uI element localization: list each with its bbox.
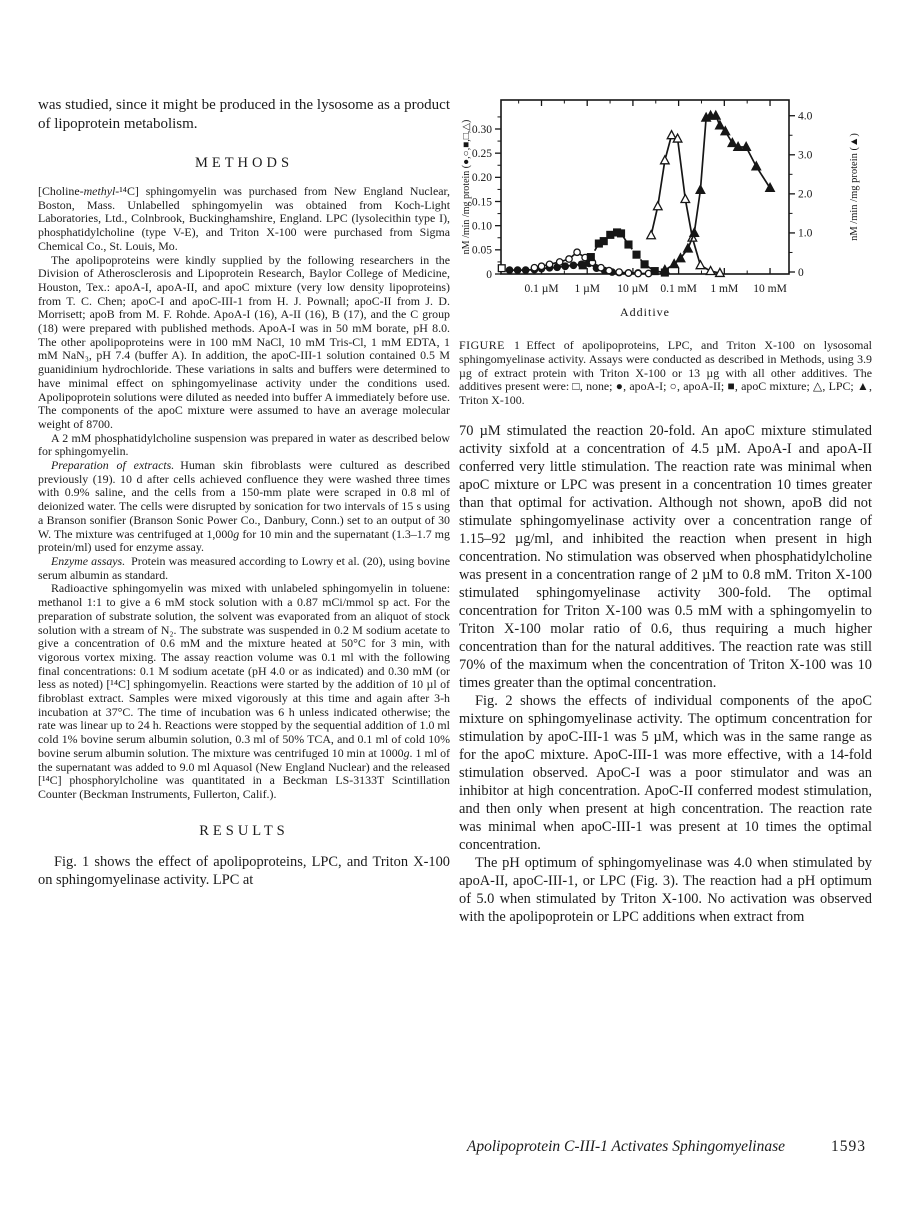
svg-text:nM /min /mg protein (●,○,■,□,: nM /min /mg protein (●,○,■,□,△) xyxy=(461,119,472,255)
paragraph xyxy=(38,185,450,254)
text-run: -¹⁴C] sphingomyelin was purchased from New England Nuclear, Boston, Mass. Unlabelled sphingomyelin was obtained from Koch-Light Laboratories, Ltd., Colnbrook, Buckinghamshire, England. LPC (lysolecithin type I), phosphatidylcholine (type V-E), and Triton X-100 were purchased from Sigma Chemical Co., St. Louis, Mo. xyxy=(38,184,450,253)
results-section xyxy=(38,853,450,889)
svg-text:10 µM: 10 µM xyxy=(617,283,649,295)
text-run: FIGURE 1 xyxy=(459,338,521,352)
figure-1 xyxy=(459,88,872,408)
text-run: Fig. 1 shows the effect of apolipoproteins, LPC, and Triton X-100 on sphingomyelinase activity. LPC at xyxy=(38,853,450,888)
text-run: A 2 mM phosphatidylcholine suspension was prepared in water as described below for sphingomyelin. xyxy=(38,430,450,459)
paragraph xyxy=(459,422,872,692)
text-run: The apolipoproteins were kindly supplied by the following researchers in the Division of Atherosclerosis and Lipoprotein Research, Baylor College of Medicine, Houston, Tex.: apoA-I, apoA-II, and apoC mixture (very low density lipoproteins) from T. C. Chen; apoC-I and apoC-III-1 from H. J. Pownall; apoC-II from J. D. Morrisett; apoB from M. F. Rohde. ApoA-I (16), A-II (16), B (17), and the C group (18) were prepared with published methods. ApoA-I was in 50 mM borate, pH 8.0. The other apolipoproteins were in 100 mM NaCl, 10 mM Tris-Cl, 1 mM EDTA, 1 mM NaN₃, pH 7.4 (buffer A). In addition, the apoC-III-1 solution contained 0.5 M guanidinium hydrochloride. These variations in salts and buffers were determined to have minimal effect on sphingomyelinase activity under the conditions used. Apolipoprotein solutions were diluted as needed into buffer A immediately before use. The components of the apoC mixture were assumed to have an average molecular weight of 8700. xyxy=(38,252,450,431)
text-run: was studied, since it might be produced in the lysosome as a product of lipoprotein metabolism. xyxy=(38,97,450,132)
text-run: [Choline- xyxy=(38,184,84,198)
svg-text:nM /min /mg protein (▲): nM /min /mg protein (▲) xyxy=(849,133,860,241)
methods-heading: METHODS xyxy=(194,155,294,171)
paragraph xyxy=(38,853,450,889)
svg-text:0.30: 0.30 xyxy=(471,123,492,136)
page-footer xyxy=(38,1138,866,1156)
italic-run: methyl xyxy=(83,184,116,198)
svg-text:Additive: Additive xyxy=(620,305,670,319)
results-body xyxy=(459,422,872,926)
svg-text:0.05: 0.05 xyxy=(471,244,492,257)
text-run: 70 µM stimulated the reaction 20-fold. An apoC mixture stimulated activity sixfold at a concentration of 4.5 µM. ApoA-I and apoA-II conferred very little stimulation. The reaction rate was minimal when apoC mixture or LPC was present in a concentration 10 times greater than that optimal for activation. Although not shown, apoB did not stimulate sphingomyelinase activity over a concentration range of 1.15–92 µg/ml, and inhibited the reaction when present in high concentration. No stimulation was observed when phosphatidylcholine was present in a concentration range of 2 µM to 0.8 mM. Triton X-100 stimulated sphingomyelinase activity 300-fold. The optimal concentration for Triton X-100 was 0.5 mM with a sphingomyelin to Triton X-100 molar ratio of 0.6, thus requiring a much higher concentration than for the natural additives. The reaction rate was still 70% of the maximum when the concentration of Triton X-100 was 10 times greater than the optimal concentration. xyxy=(459,422,872,691)
paragraph xyxy=(38,432,450,459)
italic-run: Preparation of extracts. xyxy=(51,458,175,473)
italic-run: g xyxy=(233,526,240,541)
text-run: Effect of apolipoproteins, LPC, and Triton X-100 on lysosomal sphingomyelinase activity. Assays were conducted as described in Methods, using 3.9 µg of extract protein with Triton X-100 or 13 µg with all other additives. The additives present were: □, none; ●, apoA-I; ○, apoA-II; ■, apoC mixture; △, LPC; ▲, Triton X-100. xyxy=(459,338,872,408)
svg-text:0.15: 0.15 xyxy=(471,196,492,209)
results-heading: RESULTS xyxy=(199,822,289,839)
svg-text:0.1 µM: 0.1 µM xyxy=(524,283,559,295)
svg-text:0.25: 0.25 xyxy=(471,147,492,160)
page-number: 1593 xyxy=(831,1138,866,1155)
text-run: Protein was measured according to Lowry et al. (20), using bovine serum albumin as standard. xyxy=(38,553,450,582)
text-run: The pH optimum of sphingomyelinase was 4.0 when stimulated by apoA-II, apoC-III-1, or LPC (Fig. 3). The reaction had a pH optimum of 5.0 when stimulated by Triton X-100. No activation was observed with the apolipoprotein or LPC additions when extract from xyxy=(459,854,872,925)
right-column xyxy=(459,88,872,926)
svg-text:0.20: 0.20 xyxy=(471,172,492,185)
svg-text:0: 0 xyxy=(798,266,804,279)
text-run: Radioactive sphingomyelin was mixed with unlabeled sphingomyelin in toluene: methanol 1:1 to give a 6 mM stock solution with a 0.87 mCi/mmol sp act. For the preparation of substrate solution, the solvent was evaporated from an aliquot of stock solution with a stream of N₂. The substrate was suspended in 0.2 M sodium acetate to give a concentration of 0.6 mM and the mixture heated at 50°C for 3 min, with vigorous vortex mixing. The assay reaction volume was 0.1 ml with the following final concentrations: 0.1 M sodium acetate (pH 4.0 or as indicated) and 0.30 mM (or less as noted) [¹⁴C] sphingomyelin. Reactions were started by the addition of 10 µl of fibroblast extract. Samples were mixed vigorously at this time and again after 3-h incubation at 37°C. The time of incubation was 6 h unless indicated otherwise; the rate was linear up to 24 h. Reactions were stopped by the sequential addition of 1.0 ml cold 1% bovine serum albumin solution, 0.3 ml of 50% TCA, and 0.1 ml of cold 10% bovine serum albumin solution. The mixture was centrifuged 10 min at 1000 xyxy=(38,581,450,760)
methods-section xyxy=(38,185,450,802)
text-run: Human skin fibroblasts were cultured as described previously (19). 10 d after cells achieved confluence they were washed three times with 0.9% saline, and the cells from a 150-mm plate were scraped in 0.8 ml of deionized water. The cells were disrupted by sonication for two intervals of 15 s using a Branson sonifier (Branson Sonic Power Co., Danbury, Conn.) set to an output of 30 W. The mixture was centrifuged at 1,000 xyxy=(38,458,450,541)
svg-text:1 mM: 1 mM xyxy=(710,283,739,295)
paragraph xyxy=(459,692,872,854)
paragraph xyxy=(38,459,450,555)
svg-text:1 µM: 1 µM xyxy=(574,283,600,295)
paragraph xyxy=(38,254,450,432)
series-none xyxy=(498,265,505,272)
figure-1-chart xyxy=(459,88,872,326)
figure-1-caption xyxy=(459,339,872,408)
svg-text:1.0: 1.0 xyxy=(798,227,813,240)
series-lpc xyxy=(647,131,724,277)
left-column xyxy=(38,96,450,889)
svg-text:0.10: 0.10 xyxy=(471,220,492,233)
series-apoc-mixture xyxy=(579,229,668,276)
svg-text:2.0: 2.0 xyxy=(798,188,813,201)
italic-run: g xyxy=(403,745,410,760)
svg-text:0.1 mM: 0.1 mM xyxy=(660,283,697,295)
intro-paragraph xyxy=(38,96,450,134)
text-run: . 1 ml of the supernatant was added to 9.0 ml Aquasol (New England Nuclear) and the released [¹⁴C] phosphorylcholine was quantitated in a Beckman LS-3133T Scintillation Counter (Beckman Instruments, Fullerton, Calif.). xyxy=(38,745,450,801)
text-run: for 10 min and the supernatant (1.3–1.7 mg protein/ml) used for enzyme assay. xyxy=(38,526,450,555)
paragraph xyxy=(38,582,450,801)
paragraph xyxy=(38,555,450,582)
svg-text:4.0: 4.0 xyxy=(798,110,813,123)
text-run: Fig. 2 shows the effects of individual components of the apoC mixture on sphingomyelinase activity. The optimum concentration for stimulation by apoC-III-1 was 5 µM, which was in the same range as for the apoC mixture. ApoC-III-1 was more effective, with a 14-fold stimulation observed. ApoC-I was a poor stimulator and was an inhibitor at high concentration. ApoC-II conferred modest stimulation, and then only when present at high concentration. The reaction rate was minimal when apoC-III-1 was present at 10 times the optimal concentration. xyxy=(459,692,872,853)
svg-text:3.0: 3.0 xyxy=(798,149,813,162)
italic-run: Enzyme assays. xyxy=(51,553,126,568)
running-title: Apolipoprotein C-III-1 Activates Sphingomyelinase xyxy=(466,1138,785,1155)
svg-text:10 mM: 10 mM xyxy=(753,283,787,295)
svg-text:0: 0 xyxy=(486,268,492,281)
paragraph xyxy=(459,854,872,926)
